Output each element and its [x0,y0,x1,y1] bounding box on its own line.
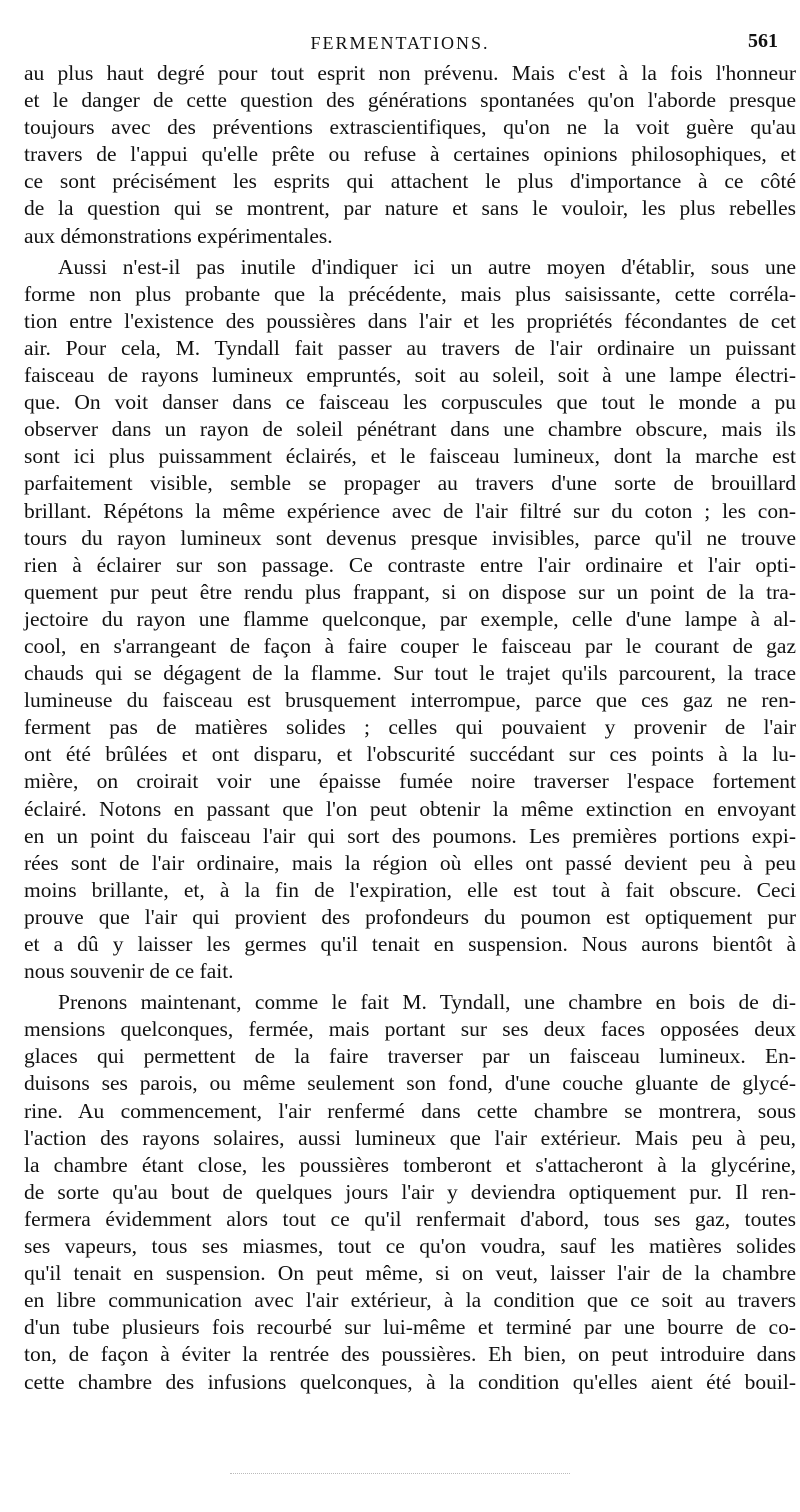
text-line: aux démonstrations expérimentales. [24,223,333,248]
text-line: la chambre étant close, les poussières tomberont et s'attacheront à la glycérine, [24,1152,796,1177]
text-line: l'action des rayons solaires, aussi lumineux que l'air extérieur. Mais peu à peu, [24,1125,796,1150]
text-line: brillant. Répétons la même expérience avec de l'air filtré sur du coton ; les con- [24,498,796,523]
text-line: mière, on croirait voir une épaisse fumée noire traverser l'espace fortement [24,769,796,794]
text-line: quement pur peut être rendu plus frappant, si on dispose sur un point de la tra- [24,579,796,604]
text-line: de la question qui se montrent, par nature et sans le vouloir, les plus rebelles [24,196,796,221]
text-line: ont été brûlées et ont disparu, et l'obscurité succédant sur ces points à la lu- [24,742,796,767]
page-header [0,28,800,58]
text-line: chauds qui se dégagent de la flamme. Sur tout le trajet qu'ils parcourent, la trace [24,661,796,686]
paragraph-1 [24,60,796,250]
text-line: jectoire du rayon une flamme quelconque, par exemple, celle d'une lampe à al- [24,606,796,631]
text-line: tion entre l'existence des poussières dans l'air et les propriétés fécondantes de cet [24,308,796,333]
text-line: cool, en s'arrangeant de façon à faire couper le faisceau par le courant de gaz [24,633,796,658]
text-line: et le danger de cette question des générations spontanées qu'on l'aborde presque [24,88,796,113]
text-line: rien à éclairer sur son passage. Ce contraste entre l'air ordinaire et l'air opti- [24,552,796,577]
text-line: ferment pas de matières solides ; celles qui pouvaient y provenir de l'air [24,715,796,740]
body-text [24,60,796,1396]
paragraph-3 [24,989,796,1395]
text-line: en un point du faisceau l'air qui sort des poumons. Les premières portions expi- [24,823,796,848]
text-line: forme non plus probante que la précédente, mais plus saisissante, cette corréla- [24,281,796,306]
text-line: ton, de façon à éviter la rentrée des poussières. Eh bien, on peut introduire dans [24,1342,796,1367]
running-title: FERMENTATIONS. [310,33,490,53]
footer-dotted-rule [230,1473,570,1474]
text-line: faisceau de rayons lumineux empruntés, soit au soleil, soit à une lampe électri- [24,363,796,388]
text-line: duisons ses parois, ou même seulement son fond, d'une couche gluante de glycé- [24,1071,796,1096]
text-line: lumineuse du faisceau est brusquement interrompue, parce que ces gaz ne ren- [24,688,796,713]
text-line: moins brillante, et, à la fin de l'expiration, elle est tout à fait obscure. Ceci [24,877,796,902]
text-line: sont ici plus puissamment éclairés, et le faisceau lumineux, dont la marche est [24,444,796,469]
paragraph-2 [24,254,796,986]
text-line: que. On voit danser dans ce faisceau les corpuscules que tout le monde a pu [24,390,796,415]
page-number: 561 [748,30,778,52]
text-line: en libre communication avec l'air extérieur, à la condition que ce soit au travers [24,1288,796,1313]
text-line: mensions quelconques, fermée, mais portant sur ses deux faces opposées deux [24,1017,796,1042]
text-line: éclairé. Notons en passant que l'on peut obtenir la même extinction en envoyant [24,796,796,821]
text-line: d'un tube plusieurs fois recourbé sur lui-même et terminé par une bourre de co- [24,1315,796,1340]
text-line: au plus haut degré pour tout esprit non prévenu. Mais c'est à la fois l'honneur [24,61,796,85]
text-line: nous souvenir de ce fait. [24,959,234,984]
text-line: fermera évidemment alors tout ce qu'il renfermait d'abord, tous ses gaz, toutes [24,1206,796,1231]
text-line: prouve que l'air qui provient des profondeurs du poumon est optiquement pur [24,904,796,929]
text-line: toujours avec des préventions extrascientifiques, qu'on ne la voit guère qu'au [24,115,796,140]
text-line: Aussi n'est-il pas inutile d'indiquer ici un autre moyen d'établir, sous une [58,254,796,279]
text-line: de sorte qu'au bout de quelques jours l'air y deviendra optiquement pur. Il ren- [24,1179,796,1204]
text-line: ce sont précisément les esprits qui attachent le plus d'importance à ce côté [24,169,796,194]
text-line: et a dû y laisser les germes qu'il tenait en suspension. Nous aurons bientôt à [24,932,796,956]
text-line: tours du rayon lumineux sont devenus presque invisibles, parce qu'il ne trouve [24,525,796,550]
text-line: rées sont de l'air ordinaire, mais la région où elles ont passé devient peu à peu [24,850,796,875]
text-line: observer dans un rayon de soleil pénétrant dans une chambre obscure, mais ils [24,417,796,442]
text-line: parfaitement visible, semble se propager au travers d'une sorte de brouillard [24,471,796,496]
text-line: qu'il tenait en suspension. On peut même, si on veut, laisser l'air de la chambre [24,1261,796,1286]
text-line: travers de l'appui qu'elle prête ou refuse à certaines opinions philosophiques, et [24,142,796,167]
text-line: cette chambre des infusions quelconques, à la condition qu'elles aient été bouil- [24,1369,796,1394]
text-line: rine. Au commencement, l'air renfermé dans cette chambre se montrera, sous [24,1098,796,1123]
text-line: ses vapeurs, tous ses miasmes, tout ce qu'on voudra, sauf les matières solides [24,1234,796,1259]
text-line: glaces qui permettent de la faire traverser par un faisceau lumineux. En- [24,1044,796,1069]
text-line: Prenons maintenant, comme le fait M. Tyndall, une chambre en bois de di- [58,990,796,1015]
text-line: air. Pour cela, M. Tyndall fait passer au travers de l'air ordinaire un puissant [24,335,796,360]
